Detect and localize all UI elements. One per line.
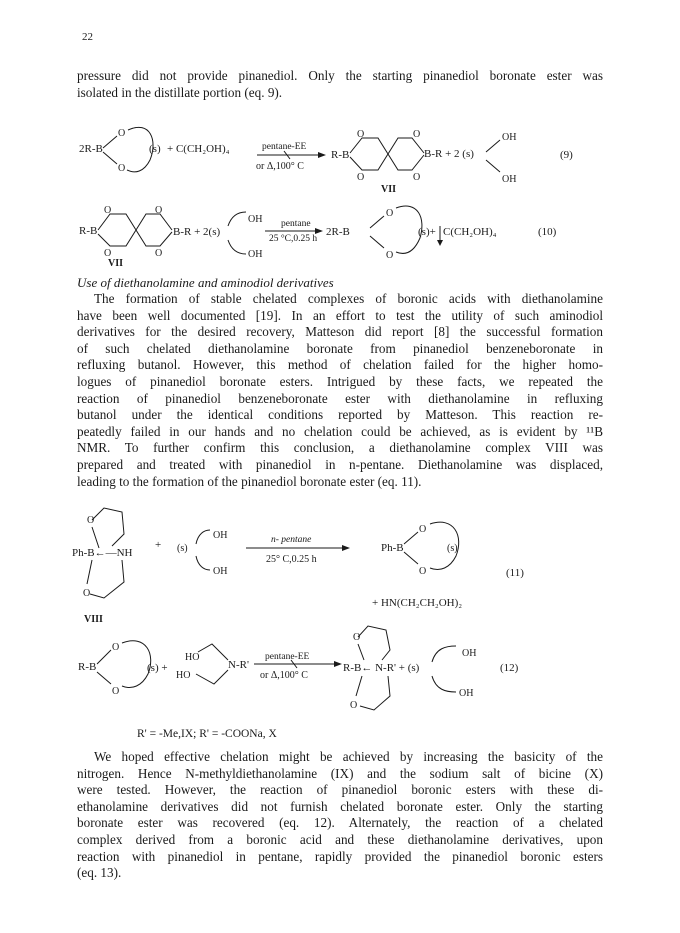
svg-text:O: O bbox=[353, 632, 361, 643]
svg-text:(s) +: (s) + bbox=[147, 662, 168, 674]
text-line: boronate ester was recovered (eq. 12). Alternately, the reaction of a chelated bbox=[77, 815, 603, 831]
svg-text:Ph-B←—NH: Ph-B←—NH bbox=[72, 547, 133, 559]
text-line: peatedly failed in our hands and no chelation could be achieved, as is evident by ¹¹B bbox=[77, 423, 603, 439]
svg-text:R-B: R-B bbox=[78, 661, 97, 673]
equation-number: (9) bbox=[560, 149, 573, 161]
svg-text:n- pentane: n- pentane bbox=[271, 535, 312, 545]
compound-label: VIII bbox=[84, 614, 103, 625]
equation-number: (11) bbox=[506, 567, 524, 579]
equation-12 bbox=[78, 626, 519, 711]
svg-text:O: O bbox=[413, 172, 421, 183]
text-line: logues of pinanediol boronate esters. Intrigued by these facts, we repeated the bbox=[77, 373, 603, 389]
stereo-label: (s) bbox=[149, 143, 161, 155]
text-line: nitrogen. Hence N-methyldiethanolamine (IX) and the sodium salt of bicine (X) bbox=[77, 765, 603, 781]
svg-text:+ HN(CH₂CH₂OH)₂: + HN(CH₂CH₂OH)₂ bbox=[372, 597, 463, 609]
svg-text:2R-B: 2R-B bbox=[326, 226, 350, 238]
text-line: butanol under the identical conditions reported by Matteson. This reaction re- bbox=[77, 407, 603, 423]
svg-text:OH: OH bbox=[462, 648, 477, 659]
text-line: NMR. To further confirm this conclusion, a diethanolamine complex VIII was bbox=[77, 440, 603, 456]
equation-11 bbox=[72, 508, 524, 625]
arrow-condition: or Δ,100° C bbox=[256, 161, 304, 172]
svg-text:O: O bbox=[419, 566, 427, 577]
svg-text:O: O bbox=[357, 172, 365, 183]
svg-text:25 °C,0.25 h: 25 °C,0.25 h bbox=[269, 234, 318, 244]
svg-text:HO: HO bbox=[185, 652, 200, 663]
svg-text:(s): (s) bbox=[177, 543, 188, 554]
svg-text:O: O bbox=[87, 515, 95, 526]
svg-text:O: O bbox=[104, 205, 112, 216]
svg-text:O: O bbox=[155, 248, 163, 259]
text-line: We hoped effective chelation might be achieved by increasing the basicity of the bbox=[94, 749, 603, 764]
text-line: reaction with pinanediol in pentane, rapidly provided the pinanediol boronic esters bbox=[77, 848, 603, 864]
svg-text:O: O bbox=[350, 700, 358, 711]
svg-text:O: O bbox=[104, 248, 112, 259]
svg-text:O: O bbox=[357, 129, 365, 140]
equation-number: (12) bbox=[500, 662, 519, 674]
text-line: isolated in the distillate portion (eq. 9). bbox=[77, 84, 283, 100]
text-line: refluxing butanol. However, this method of chelation failed for the higher homo- bbox=[77, 357, 603, 373]
substituent-note: R' = -Me,IX; R' = -COONa, X bbox=[137, 728, 277, 740]
text-line: prepared and treated with pinanediol in n-pentane. Diethanolamine was displaced, bbox=[77, 456, 603, 472]
page-number: 22 bbox=[82, 31, 93, 43]
text-line: The formation of stable chelated complexes of boronic acids with diethanolamine bbox=[94, 291, 603, 306]
compound-label: VII bbox=[381, 184, 397, 195]
oxygen-label: O bbox=[118, 128, 126, 139]
svg-text:25° C,0.25 h: 25° C,0.25 h bbox=[266, 554, 317, 565]
svg-text:O: O bbox=[155, 205, 163, 216]
text-line: ethanolamine derivatives did not furnish chelated boronate ester. Only the starting bbox=[77, 798, 603, 814]
reagent-label: + C(CH₂OH)₄ bbox=[167, 143, 230, 155]
svg-text:Ph-B: Ph-B bbox=[381, 542, 404, 554]
svg-text:O: O bbox=[419, 524, 427, 535]
svg-text:R-B← N-R' + (s): R-B← N-R' + (s) bbox=[343, 662, 420, 674]
text-line: have been well documented [19]. In an effort to test the utility of such aminodiol bbox=[77, 307, 603, 323]
svg-text:OH: OH bbox=[459, 688, 474, 699]
text-line: (eq. 13). bbox=[77, 865, 122, 881]
svg-text:OH: OH bbox=[502, 174, 517, 185]
svg-text:OH: OH bbox=[502, 132, 517, 143]
equation-number: (10) bbox=[538, 226, 557, 238]
text-line: leading to the formation of the pinanediol boronate ester (eq. 11). bbox=[77, 473, 422, 489]
text-line: complex derived from a boronic acid and these diethanolamine derivatives, upon bbox=[77, 831, 603, 847]
svg-text:pentane-EE: pentane-EE bbox=[265, 652, 310, 662]
svg-text:O: O bbox=[112, 642, 120, 653]
svg-text:(s): (s) bbox=[447, 543, 458, 554]
section-heading: Use of diethanolamine and aminodiol derivatives bbox=[77, 275, 334, 290]
svg-text:R-B: R-B bbox=[79, 225, 98, 237]
svg-text:O: O bbox=[386, 208, 394, 219]
oxygen-label: O bbox=[118, 163, 126, 174]
svg-text:OH: OH bbox=[213, 566, 228, 577]
text-line: were tested. However, the reaction of pinanediol boronic esters with these di- bbox=[77, 782, 603, 798]
svg-text:O: O bbox=[112, 686, 120, 697]
text-line: reaction of pinanediol benzeneboronate ester with diethanolamine in refluxing bbox=[77, 390, 603, 406]
svg-text:O: O bbox=[83, 588, 91, 599]
svg-text:+: + bbox=[155, 539, 162, 551]
svg-text:O: O bbox=[413, 129, 421, 140]
product-label: B-R + 2 (s) bbox=[424, 148, 474, 160]
product-label: R-B bbox=[331, 149, 350, 161]
text-line: pressure did not provide pinanediol. Only the starting pinanediol boronate ester was bbox=[77, 68, 603, 83]
svg-text:N-R': N-R' bbox=[228, 659, 249, 671]
svg-text:OH: OH bbox=[213, 530, 228, 541]
svg-text:OH: OH bbox=[248, 214, 263, 225]
text-line: derivatives for the desired recovery, Matteson did report [8] the successful formation bbox=[77, 324, 603, 340]
svg-text:OH: OH bbox=[248, 249, 263, 260]
svg-text:pentane: pentane bbox=[281, 219, 311, 229]
paragraph-3 bbox=[77, 749, 603, 882]
compound-label: VII bbox=[108, 258, 124, 269]
svg-text:(s)+: (s)+ bbox=[418, 226, 436, 238]
arrow-condition: pentane-EE bbox=[262, 142, 307, 152]
svg-text:B-R + 2(s): B-R + 2(s) bbox=[173, 226, 221, 238]
svg-text:or Δ,100° C: or Δ,100° C bbox=[260, 670, 308, 681]
text-line: of such chelated diethanolamine boronate from pinanediol benzeneboronate in bbox=[77, 340, 603, 356]
svg-text:O: O bbox=[386, 250, 394, 261]
reagent-label: 2R-B bbox=[79, 143, 103, 155]
svg-text:C(CH₂OH)₄: C(CH₂OH)₄ bbox=[443, 226, 497, 238]
svg-text:HO: HO bbox=[176, 670, 191, 681]
